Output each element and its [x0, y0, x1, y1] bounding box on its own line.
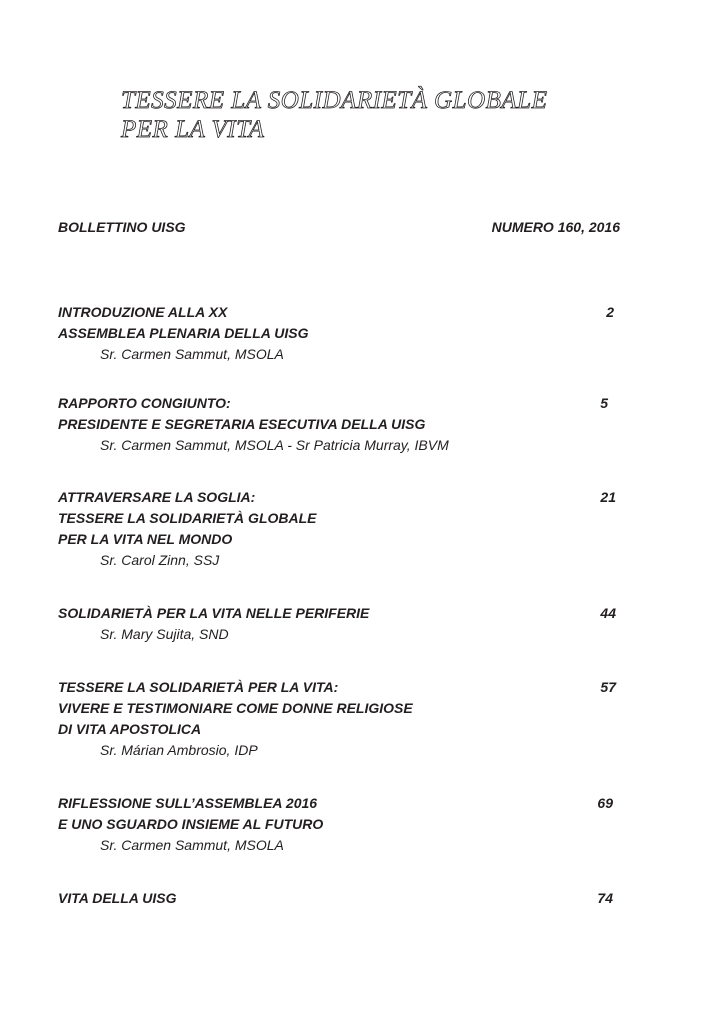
toc-entry-page: 57 [600, 679, 616, 695]
issue-number: NUMERO 160, 2016 [491, 219, 620, 235]
toc-entry-title-line: TESSERE LA SOLIDARIETÀ PER LA VITA: [58, 679, 339, 695]
toc-entry-riflessione[interactable] [58, 793, 618, 856]
toc-entry-title-line: RAPPORTO CONGIUNTO: [58, 395, 231, 411]
toc-entry-author: Sr. Carol Zinn, SSJ [100, 552, 220, 568]
toc-entry-title-line: INTRODUZIONE ALLA XX [58, 304, 228, 320]
toc-entry-title-line: VITA DELLA UISG [58, 890, 177, 906]
toc-entry-title-line: SOLIDARIETÀ PER LA VITA NELLE PERIFERIE [58, 605, 370, 621]
title-line-2: PER LA VITA [121, 116, 265, 143]
toc-entry-page: 44 [600, 605, 616, 621]
document-title [121, 86, 547, 144]
toc-entry-page: 74 [597, 890, 613, 906]
title-line-1: TESSERE LA SOLIDARIETÀ GLOBALE [121, 87, 548, 114]
toc-entry-solidarieta[interactable] [58, 603, 618, 645]
toc-entry-title-line: DI VITA APOSTOLICA [58, 721, 202, 737]
toc-entry-author: Sr. Mary Sujita, SND [100, 626, 229, 642]
toc-entry-rapporto[interactable] [58, 393, 618, 456]
toc-entry-title-line: VIVERE E TESTIMONIARE COME DONNE RELIGIOSE [58, 700, 413, 716]
toc-entry-title-line: ASSEMBLEA PLENARIA DELLA UISG [58, 325, 309, 341]
toc-entry-author: Sr. Carmen Sammut, MSOLA - Sr Patricia Murray, IBVM [100, 437, 449, 453]
toc-entry-author: Sr. Márian Ambrosio, IDP [100, 742, 258, 758]
toc-entry-author: Sr. Carmen Sammut, MSOLA [100, 837, 284, 853]
toc-entry-author: Sr. Carmen Sammut, MSOLA [100, 346, 284, 362]
publication-name: BOLLETTINO UISG [58, 219, 186, 235]
toc-entry-introduzione[interactable] [58, 302, 618, 365]
toc-entry-vita-uisg[interactable] [58, 888, 618, 909]
toc-entry-page: 2 [606, 304, 614, 320]
toc-entry-attraversare[interactable] [58, 487, 618, 571]
toc-entry-title-line: PRESIDENTE E SEGRETARIA ESECUTIVA DELLA UISG [58, 416, 426, 432]
toc-entry-title-line: ATTRAVERSARE LA SOGLIA: [58, 489, 256, 505]
toc-entry-title-line: RIFLESSIONE SULL’ASSEMBLEA 2016 [58, 795, 318, 811]
toc-entry-title-line: TESSERE LA SOLIDARIETÀ GLOBALE [58, 510, 317, 526]
toc-entry-page: 69 [597, 795, 613, 811]
toc-entry-tessere[interactable] [58, 677, 618, 761]
toc-entry-page: 5 [600, 395, 608, 411]
toc-entry-title-line: PER LA VITA NEL MONDO [58, 531, 233, 547]
toc-entry-page: 21 [600, 489, 616, 505]
toc-entry-title-line: E UNO SGUARDO INSIEME AL FUTURO [58, 816, 324, 832]
